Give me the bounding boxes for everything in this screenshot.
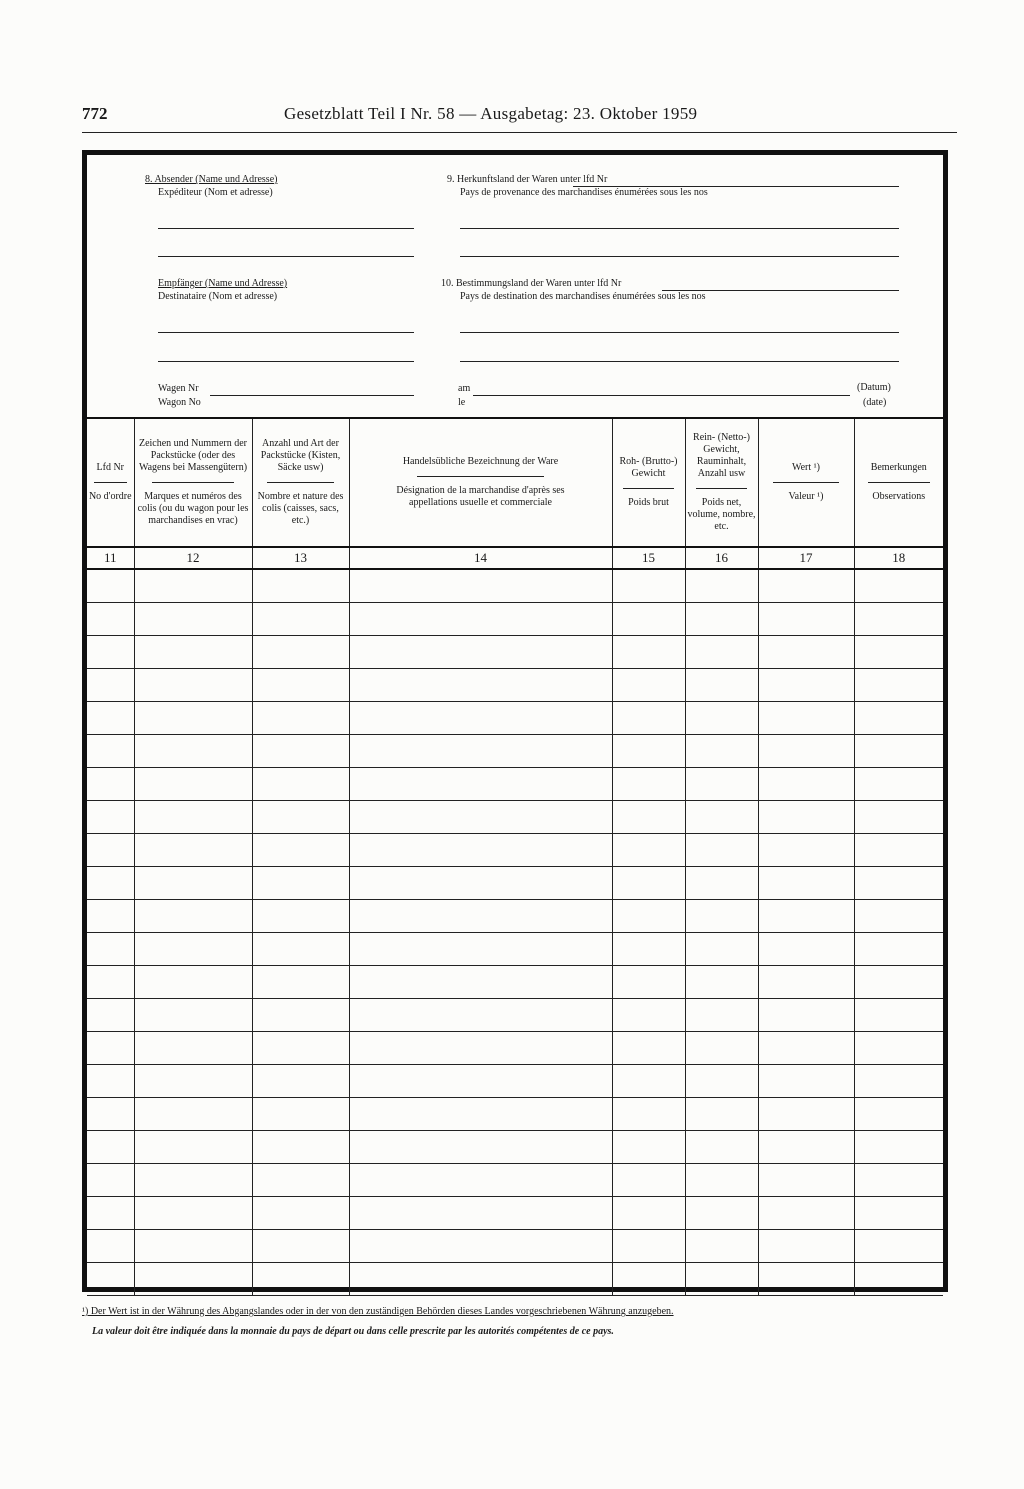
- table-cell[interactable]: [134, 966, 252, 999]
- table-cell[interactable]: [252, 1230, 349, 1263]
- sender-label: 8. Absender (Name und Adresse): [145, 174, 278, 185]
- table-row: [87, 735, 943, 768]
- table-cell[interactable]: [134, 933, 252, 966]
- receiver-label: Empfänger (Name und Adresse): [158, 278, 288, 289]
- table-cell[interactable]: [87, 1263, 134, 1296]
- table-row: [87, 933, 943, 966]
- table-cell[interactable]: [349, 966, 612, 999]
- table-cell[interactable]: [854, 801, 943, 834]
- table-cell[interactable]: [758, 603, 854, 636]
- table-cell[interactable]: [87, 1164, 134, 1197]
- table-cell[interactable]: [612, 1131, 685, 1164]
- table-cell[interactable]: [854, 900, 943, 933]
- table-cell[interactable]: [252, 867, 349, 900]
- table-row: [87, 801, 943, 834]
- table-cell[interactable]: [252, 1065, 349, 1098]
- table-cell[interactable]: [685, 1131, 758, 1164]
- table-cell[interactable]: [87, 1131, 134, 1164]
- col-header-15: Roh- (Brutto-) Gewicht Poids brut: [612, 418, 685, 547]
- table-cell[interactable]: [87, 1197, 134, 1230]
- table-row: [87, 966, 943, 999]
- table-cell[interactable]: [134, 1032, 252, 1065]
- table-cell[interactable]: [685, 966, 758, 999]
- destination-line-1[interactable]: [460, 332, 899, 333]
- destination-line-2[interactable]: [460, 361, 899, 362]
- table-cell[interactable]: [685, 1164, 758, 1197]
- table-cell[interactable]: [87, 768, 134, 801]
- table-cell[interactable]: [87, 569, 134, 603]
- wagon-label: Wagen Nr: [158, 383, 199, 394]
- table-cell[interactable]: [349, 735, 612, 768]
- table-cell[interactable]: [758, 1032, 854, 1065]
- col-num-16: 16: [685, 547, 758, 569]
- table-cell[interactable]: [134, 569, 252, 603]
- table-cell[interactable]: [758, 966, 854, 999]
- table-cell[interactable]: [252, 735, 349, 768]
- table-cell[interactable]: [685, 933, 758, 966]
- table-cell[interactable]: [349, 1263, 612, 1296]
- table-cell[interactable]: [685, 569, 758, 603]
- col-num-14: 14: [349, 547, 612, 569]
- table-cell[interactable]: [134, 834, 252, 867]
- table-row: [87, 603, 943, 636]
- col-num-12: 12: [134, 547, 252, 569]
- table-cell[interactable]: [685, 867, 758, 900]
- datum-label: (Datum): [857, 382, 891, 393]
- table-cell[interactable]: [87, 966, 134, 999]
- table-cell[interactable]: [758, 834, 854, 867]
- table-cell[interactable]: [758, 702, 854, 735]
- receiver-line-2[interactable]: [158, 361, 414, 362]
- table-cell[interactable]: [87, 636, 134, 669]
- table-cell[interactable]: [854, 1164, 943, 1197]
- table-cell[interactable]: [87, 669, 134, 702]
- table-cell[interactable]: [252, 834, 349, 867]
- table-cell[interactable]: [685, 768, 758, 801]
- table-cell[interactable]: [758, 636, 854, 669]
- table-cell[interactable]: [854, 636, 943, 669]
- table-cell[interactable]: [685, 1032, 758, 1065]
- table-cell[interactable]: [612, 801, 685, 834]
- table-cell[interactable]: [854, 768, 943, 801]
- origin-line-1[interactable]: [460, 228, 899, 229]
- table-cell[interactable]: [854, 1263, 943, 1296]
- table-cell[interactable]: [612, 768, 685, 801]
- destination-label-fr: Pays de destination des marchandises énumérées sous les nos: [460, 291, 706, 302]
- table-cell[interactable]: [252, 966, 349, 999]
- origin-label-fr: Pays de provenance des marchandises énumérées sous les nos: [460, 187, 708, 198]
- col-header-11: Lfd Nr No d'ordre: [87, 418, 134, 547]
- table-row: [87, 999, 943, 1032]
- goods-table: [87, 417, 943, 1296]
- table-cell[interactable]: [87, 1230, 134, 1263]
- table-cell[interactable]: [87, 702, 134, 735]
- table-cell[interactable]: [758, 1065, 854, 1098]
- table-cell[interactable]: [854, 735, 943, 768]
- table-cell[interactable]: [252, 1098, 349, 1131]
- col-num-11: 11: [87, 547, 134, 569]
- table-row: [87, 768, 943, 801]
- table-cell[interactable]: [252, 702, 349, 735]
- table-cell[interactable]: [252, 768, 349, 801]
- table-row: [87, 1197, 943, 1230]
- table-cell[interactable]: [349, 900, 612, 933]
- table-cell[interactable]: [758, 768, 854, 801]
- table-cell[interactable]: [612, 1263, 685, 1296]
- table-cell[interactable]: [349, 834, 612, 867]
- table-cell[interactable]: [854, 669, 943, 702]
- table-cell[interactable]: [854, 1230, 943, 1263]
- table-cell[interactable]: [854, 569, 943, 603]
- table-cell[interactable]: [758, 999, 854, 1032]
- table-cell[interactable]: [87, 933, 134, 966]
- sender-line-2[interactable]: [158, 256, 414, 257]
- table-cell[interactable]: [854, 933, 943, 966]
- table-cell[interactable]: [349, 801, 612, 834]
- table-row: [87, 569, 943, 603]
- table-cell[interactable]: [758, 933, 854, 966]
- table-cell[interactable]: [87, 1032, 134, 1065]
- table-cell[interactable]: [854, 1131, 943, 1164]
- table-cell[interactable]: [87, 735, 134, 768]
- table-cell[interactable]: [252, 801, 349, 834]
- table-cell[interactable]: [87, 834, 134, 867]
- table-cell[interactable]: [612, 1197, 685, 1230]
- table-cell[interactable]: [134, 603, 252, 636]
- destination-label: 10. Bestimmungsland der Waren unter lfd Nr: [441, 278, 622, 289]
- table-cell[interactable]: [349, 669, 612, 702]
- page-number: 772: [82, 104, 108, 123]
- table-cell[interactable]: [685, 1065, 758, 1098]
- table-cell[interactable]: [685, 999, 758, 1032]
- table-row: [87, 900, 943, 933]
- table-cell[interactable]: [854, 834, 943, 867]
- table-row: [87, 1065, 943, 1098]
- table-cell[interactable]: [758, 1164, 854, 1197]
- date-le-label: le: [458, 397, 466, 408]
- table-cell[interactable]: [758, 1197, 854, 1230]
- table-cell[interactable]: [134, 636, 252, 669]
- table-cell[interactable]: [612, 1032, 685, 1065]
- table-cell[interactable]: [685, 702, 758, 735]
- table-cell[interactable]: [349, 569, 612, 603]
- col-header-17: Wert ¹) Valeur ¹): [758, 418, 854, 547]
- table-cell[interactable]: [612, 933, 685, 966]
- table-cell[interactable]: [134, 1197, 252, 1230]
- origin-line-2[interactable]: [460, 256, 899, 257]
- table-row: [87, 702, 943, 735]
- table-cell[interactable]: [252, 1131, 349, 1164]
- col-num-13: 13: [252, 547, 349, 569]
- table-cell[interactable]: [685, 1230, 758, 1263]
- table-row: [87, 1164, 943, 1197]
- table-cell[interactable]: [854, 603, 943, 636]
- date-fr-label: (date): [863, 397, 887, 408]
- table-cell[interactable]: [134, 1230, 252, 1263]
- table-cell[interactable]: [758, 900, 854, 933]
- table-cell[interactable]: [612, 569, 685, 603]
- table-cell[interactable]: [854, 1065, 943, 1098]
- table-cell[interactable]: [349, 603, 612, 636]
- table-cell[interactable]: [758, 1098, 854, 1131]
- table-cell[interactable]: [134, 1263, 252, 1296]
- table-row: [87, 834, 943, 867]
- table-cell[interactable]: [612, 1164, 685, 1197]
- origin-label: 9. Herkunftsland der Waren unter lfd Nr: [447, 174, 608, 185]
- table-cell[interactable]: [252, 999, 349, 1032]
- table-cell[interactable]: [87, 1098, 134, 1131]
- table-cell[interactable]: [252, 603, 349, 636]
- table-cell[interactable]: [758, 1263, 854, 1296]
- table-cell[interactable]: [349, 768, 612, 801]
- table-cell[interactable]: [134, 669, 252, 702]
- table-cell[interactable]: [612, 636, 685, 669]
- table-cell[interactable]: [87, 801, 134, 834]
- table-cell[interactable]: [854, 867, 943, 900]
- table-cell[interactable]: [758, 801, 854, 834]
- col-header-16: Rein- (Netto-) Gewicht, Rauminhalt, Anzahl usw Poids net, volume, nombre, etc.: [685, 418, 758, 547]
- table-cell[interactable]: [349, 1065, 612, 1098]
- table-cell[interactable]: [612, 603, 685, 636]
- table-cell[interactable]: [252, 1197, 349, 1230]
- goods-table-body: [87, 569, 943, 1296]
- table-cell[interactable]: [685, 669, 758, 702]
- table-row: [87, 1230, 943, 1263]
- table-row: [87, 867, 943, 900]
- table-cell[interactable]: [758, 569, 854, 603]
- table-cell[interactable]: [758, 867, 854, 900]
- table-cell[interactable]: [349, 933, 612, 966]
- table-cell[interactable]: [349, 1032, 612, 1065]
- table-cell[interactable]: [252, 933, 349, 966]
- table-cell[interactable]: [252, 900, 349, 933]
- table-cell[interactable]: [685, 735, 758, 768]
- receiver-label-fr: Destinataire (Nom et adresse): [158, 291, 278, 302]
- table-cell[interactable]: [612, 1065, 685, 1098]
- col-num-15: 15: [612, 547, 685, 569]
- table-cell[interactable]: [252, 669, 349, 702]
- table-cell[interactable]: [349, 702, 612, 735]
- table-cell[interactable]: [134, 702, 252, 735]
- table-cell[interactable]: [612, 1230, 685, 1263]
- table-cell[interactable]: [612, 1098, 685, 1131]
- footnote-fr: La valeur doit être indiquée dans la monnaie du pays de départ ou dans celle prescrite par les autorités compétentes de ce pays.: [92, 1326, 614, 1337]
- table-cell[interactable]: [685, 603, 758, 636]
- table-cell[interactable]: [612, 702, 685, 735]
- table-row: [87, 1263, 943, 1296]
- table-cell[interactable]: [349, 636, 612, 669]
- col-num-18: 18: [854, 547, 943, 569]
- table-cell[interactable]: [349, 1230, 612, 1263]
- col-header-14: Handelsübliche Bezeichnung der Ware Désignation de la marchandise d'après ses appellations usuelle et commerciale: [349, 418, 612, 547]
- table-cell[interactable]: [758, 1230, 854, 1263]
- table-cell[interactable]: [612, 735, 685, 768]
- table-row: [87, 669, 943, 702]
- table-cell[interactable]: [612, 867, 685, 900]
- table-cell[interactable]: [87, 900, 134, 933]
- table-cell[interactable]: [134, 1065, 252, 1098]
- table-cell[interactable]: [349, 1164, 612, 1197]
- table-cell[interactable]: [134, 1131, 252, 1164]
- table-cell[interactable]: [685, 1197, 758, 1230]
- table-cell[interactable]: [854, 1197, 943, 1230]
- table-row: [87, 636, 943, 669]
- receiver-line-1[interactable]: [158, 332, 414, 333]
- table-cell[interactable]: [685, 900, 758, 933]
- table-cell[interactable]: [87, 1065, 134, 1098]
- table-cell[interactable]: [134, 867, 252, 900]
- col-header-18: Bemerkungen Observations: [854, 418, 943, 547]
- table-cell[interactable]: [758, 669, 854, 702]
- table-row: [87, 1032, 943, 1065]
- table-cell[interactable]: [685, 801, 758, 834]
- table-cell[interactable]: [87, 999, 134, 1032]
- header-rule: [82, 132, 957, 133]
- col-header-12: Zeichen und Nummern der Packstücke (oder des Wagens bei Massengütern) Marques et numéros des colis (ou du wagon pour les marchandises en vrac): [134, 418, 252, 547]
- col-num-17: 17: [758, 547, 854, 569]
- table-cell[interactable]: [252, 1032, 349, 1065]
- table-cell[interactable]: [134, 999, 252, 1032]
- table-header-row: [87, 418, 943, 547]
- table-cell[interactable]: [87, 867, 134, 900]
- table-cell[interactable]: [612, 669, 685, 702]
- table-cell[interactable]: [758, 735, 854, 768]
- table-cell[interactable]: [349, 1098, 612, 1131]
- table-cell[interactable]: [854, 966, 943, 999]
- table-cell[interactable]: [134, 768, 252, 801]
- table-cell[interactable]: [612, 999, 685, 1032]
- table-cell[interactable]: [612, 966, 685, 999]
- wagon-label-fr: Wagon No: [158, 397, 201, 408]
- table-cell[interactable]: [349, 1131, 612, 1164]
- table-cell[interactable]: [685, 834, 758, 867]
- table-cell[interactable]: [349, 999, 612, 1032]
- table-cell[interactable]: [252, 1164, 349, 1197]
- table-cell[interactable]: [349, 1197, 612, 1230]
- sender-label-fr: Expéditeur (Nom et adresse): [158, 187, 273, 198]
- table-row: [87, 1131, 943, 1164]
- table-cell[interactable]: [685, 636, 758, 669]
- table-cell[interactable]: [134, 735, 252, 768]
- table-cell[interactable]: [252, 569, 349, 603]
- table-cell[interactable]: [758, 1131, 854, 1164]
- sender-line-1[interactable]: [158, 228, 414, 229]
- date-am-label: am: [458, 383, 471, 394]
- page-title: Gesetzblatt Teil I Nr. 58 — Ausgabetag: 23. Oktober 1959: [284, 104, 698, 123]
- table-cell[interactable]: [854, 999, 943, 1032]
- date-line[interactable]: [473, 395, 850, 396]
- table-cell[interactable]: [685, 1263, 758, 1296]
- table-cell[interactable]: [612, 834, 685, 867]
- table-cell[interactable]: [854, 702, 943, 735]
- table-cell[interactable]: [252, 636, 349, 669]
- table-cell[interactable]: [134, 900, 252, 933]
- column-number-row: [87, 547, 943, 569]
- table-cell[interactable]: [854, 1098, 943, 1131]
- table-cell[interactable]: [134, 801, 252, 834]
- table-cell[interactable]: [854, 1032, 943, 1065]
- table-cell[interactable]: [685, 1098, 758, 1131]
- col-header-13: Anzahl und Art der Packstücke (Kisten, Säcke usw) Nombre et nature des colis (caisses, sacs, etc.): [252, 418, 349, 547]
- wagon-line[interactable]: [210, 395, 414, 396]
- table-cell[interactable]: [612, 900, 685, 933]
- table-cell[interactable]: [87, 603, 134, 636]
- table-cell[interactable]: [349, 867, 612, 900]
- table-cell[interactable]: [252, 1263, 349, 1296]
- table-cell[interactable]: [134, 1164, 252, 1197]
- table-cell[interactable]: [134, 1098, 252, 1131]
- table-row: [87, 1098, 943, 1131]
- footnote-de: ¹) Der Wert ist in der Währung des Abgangslandes oder in der von den zuständigen Behörden dieses Landes vorgeschriebenen Währung anzugeben.: [82, 1306, 674, 1317]
